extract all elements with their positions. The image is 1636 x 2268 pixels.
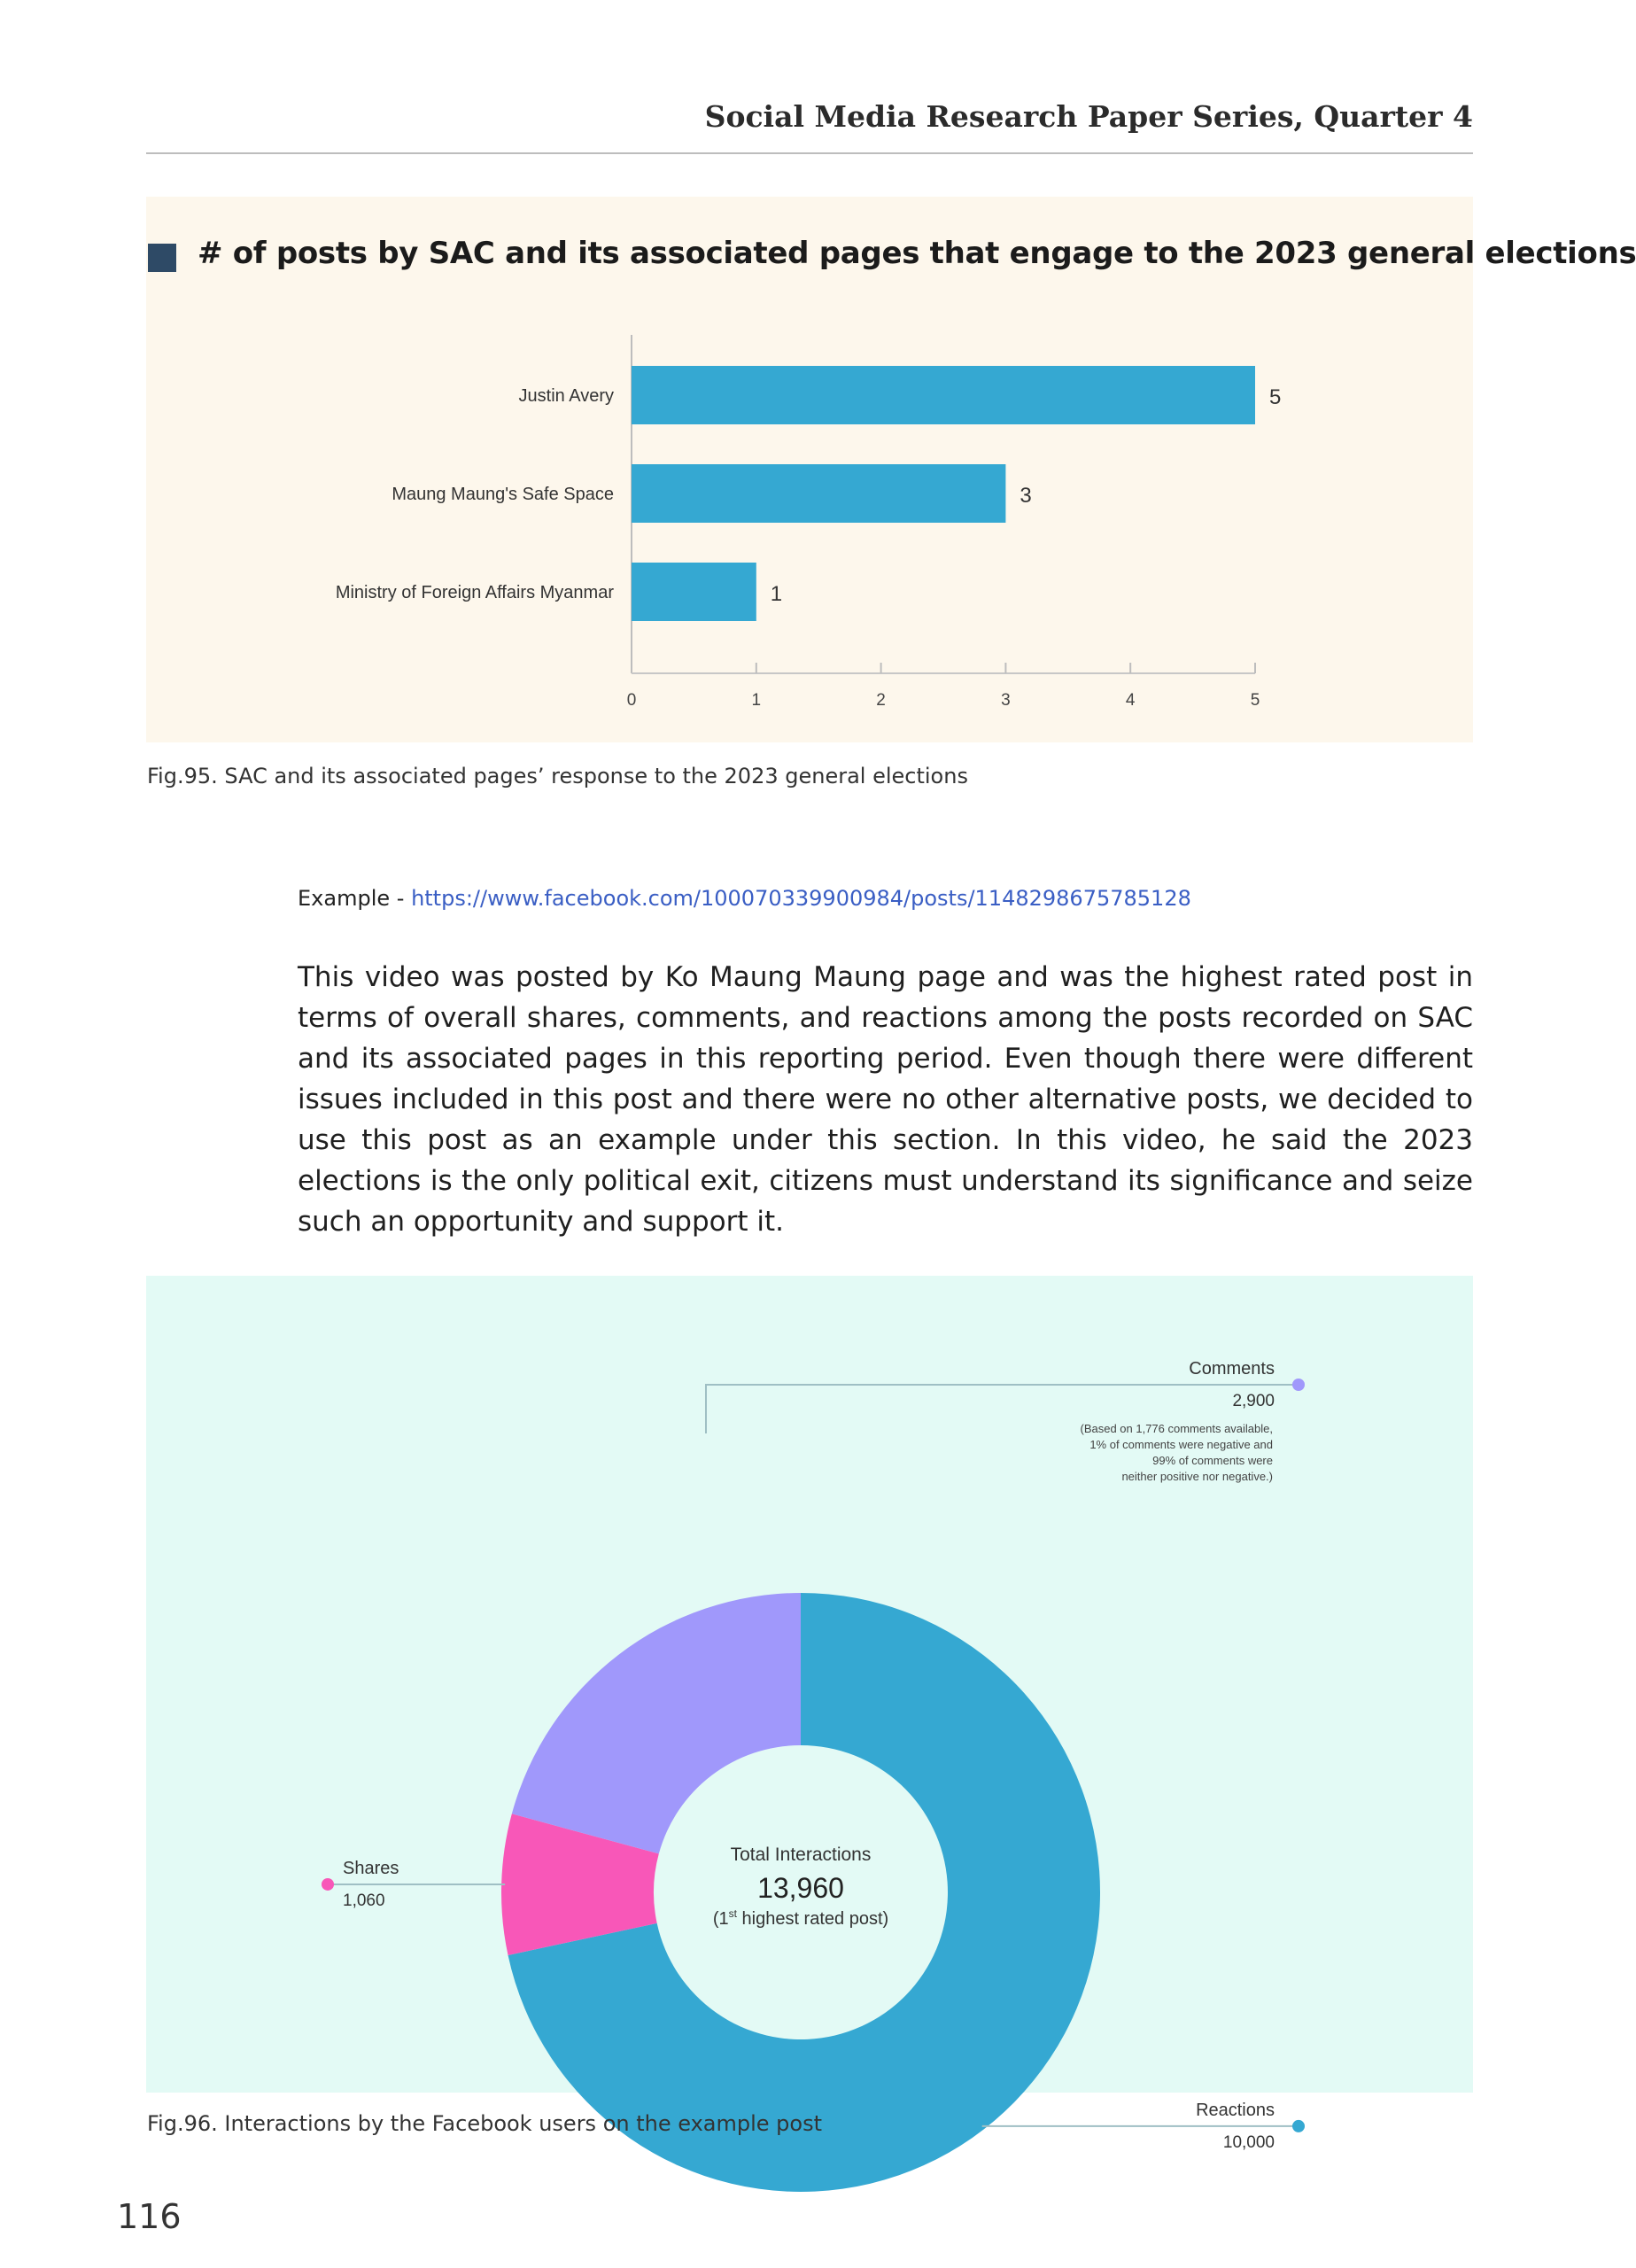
- comments-note-line: 99% of comments were: [1152, 1454, 1273, 1467]
- center-note-sup: st: [728, 1907, 737, 1920]
- bar-value-label: 1: [770, 582, 783, 606]
- x-tick-label: 1: [751, 691, 762, 710]
- bar-value-label: 5: [1269, 385, 1282, 409]
- page-number: 116: [117, 2197, 182, 2236]
- shares-label: Shares: [343, 1858, 399, 1878]
- center-note: [713, 1907, 888, 1929]
- header-rule: [146, 152, 1473, 154]
- figure-posts-bar-chart: [146, 197, 1636, 742]
- comments-label: Comments: [1189, 1359, 1275, 1379]
- bar-chart-svg: [146, 197, 1473, 742]
- shares-dot: [322, 1878, 334, 1891]
- x-tick-label: 0: [626, 691, 637, 710]
- comments-value: 2,900: [1232, 1392, 1275, 1410]
- figure-caption-95: Fig.95. SAC and its associated pages’ response to the 2023 general elections: [147, 764, 968, 788]
- figure-caption-96: Fig.96. Interactions by the Facebook users on the example post: [147, 2111, 822, 2136]
- shares-value: 1,060: [343, 1891, 385, 1910]
- category-label: Justin Avery: [518, 386, 614, 406]
- x-tick-label: 4: [1125, 691, 1136, 710]
- comments-note-line: neither positive nor negative.): [1121, 1470, 1273, 1483]
- x-tick-label: 3: [1001, 691, 1011, 710]
- reactions-dot: [1292, 2120, 1305, 2132]
- example-label: Example -: [298, 886, 405, 911]
- running-head: Social Media Research Paper Series, Quarter 4: [704, 99, 1473, 134]
- comments-note-line: (Based on 1,776 comments available,: [1080, 1422, 1273, 1435]
- category-label: Maung Maung's Safe Space: [392, 485, 614, 504]
- category-label: Ministry of Foreign Affairs Myanmar: [335, 583, 614, 602]
- comments-note-line: 1% of comments were negative and: [1089, 1438, 1273, 1451]
- center-label: Total Interactions: [730, 1845, 872, 1865]
- x-tick-label: 5: [1250, 691, 1260, 710]
- reactions-value: 10,000: [1222, 2132, 1275, 2152]
- donut-slice-comments: [512, 1593, 801, 1853]
- comments-dot: [1292, 1379, 1305, 1391]
- center-note-pre: (1: [712, 1909, 729, 1929]
- bar: [632, 563, 756, 621]
- figure-title: # of posts by SAC and its associated pages that engage to the 2023 general elections: [198, 236, 1636, 271]
- center-note-post: highest rated post): [736, 1909, 889, 1929]
- example-line: [298, 886, 1191, 911]
- x-tick-label: 2: [876, 691, 886, 710]
- reactions-label: Reactions: [1196, 2100, 1275, 2120]
- example-link[interactable]: https://www.facebook.com/100070339900984/posts/1148298675785128: [411, 886, 1191, 911]
- body-paragraph: This video was posted by Ko Maung Maung page and was the highest rated post in terms of overall shares, comments, and reactions among the posts recorded on SAC and its associated pages in this reporting period. Even though there were different issues included in this post and there were no other alternative posts, we decided to use this post as an example under this section. In this video, he said the 2023 elections is the only political exit, citizens must understand its significance and seize such an opportunity and support it.: [298, 961, 1473, 1238]
- bar: [632, 366, 1255, 424]
- center-total-value: 13,960: [757, 1872, 844, 1904]
- bar-value-label: 3: [1020, 484, 1032, 508]
- bar: [632, 464, 1005, 523]
